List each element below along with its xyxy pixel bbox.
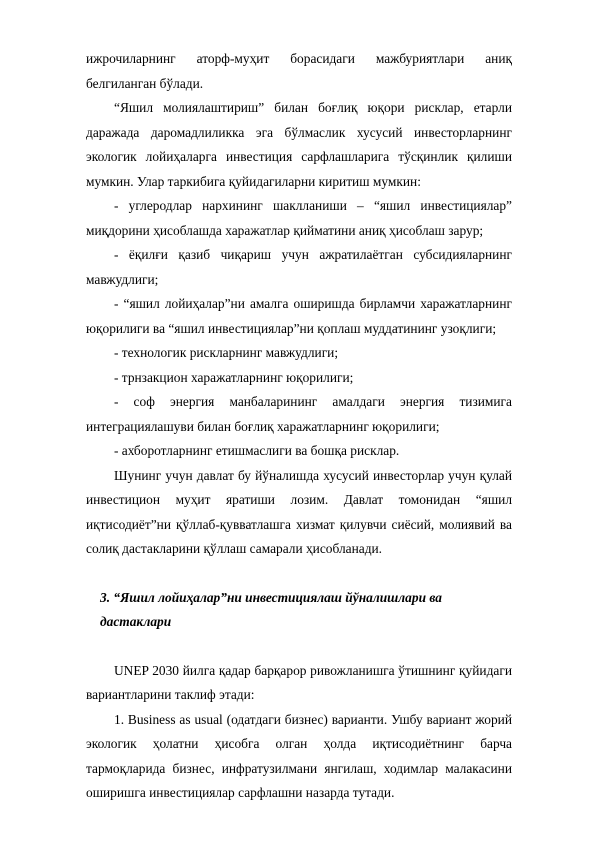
list-item-fuel-subsidies: - ёқилғи қазиб чиқариш учун ажратилаётган субсидияларнинг мавжудлиги; — [86, 247, 512, 287]
paragraph-unep-variants: UNEP 2030 йилга қадар барқарор ривожланишга ўтишнинг қуйидаги вариантларини таклиф этади: — [86, 662, 512, 702]
paragraph-business-as-usual: 1. Business as usual (одатдаги бизнес) варианти. Ушбу вариант жорий экологик ҳолатни ҳисобга олган ҳолда иқтисодиётнинг барча тармоқларида бизнес, инфратузилмани янгилаш, ходимлар малакасини оширишга инвестициялар сарфлашни назарда тутади. — [86, 711, 512, 800]
list-item-initial-costs: - “яшил лойиҳалар”ни амалга оширишда бирламчи харажатларнинг юқорилиги ва “яшил инвестициялар”ни қоплаш муддатининг узоқлиги; — [86, 296, 512, 336]
list-item-technology-risks: - технологик рискларнинг мавжудлиги; — [114, 345, 339, 360]
list-item-carbon-pricing: - углеродлар нархининг шаклланиши – “яшил инвестициялар” миқдорини ҳисоблашда харажатлар қийматини аниқ ҳисоблаш зарур; — [86, 198, 512, 238]
section-heading: 3. “Яшил лойиҳалар”ни инвестициялаш йўналишлари ва дастаклари — [100, 589, 442, 629]
list-item-information-shortage: - ахборотларнинг етишмаслиги ва бошқа рисклар. — [114, 443, 400, 458]
paragraph-continuation: ижрочиларнинг аторф-муҳит борасидаги мажбуриятлари аниқ белгиланган бўлади. — [86, 51, 512, 91]
list-item-transaction-costs: - трнзакцион харажатларнинг юқорилиги; — [114, 369, 354, 385]
list-item-clean-energy-integration: - соф энергия манбаларининг амалдаги энергия тизимига интеграциялашуви билан боғлиқ харажатларнинг юқорилиги; — [86, 394, 512, 434]
paragraph-green-finance-risks: “Яшил молиялаштириш” билан боғлиқ юқори рисклар, етарли даражада даромадлиликка эга бўлмаслик хусусий инвесторларнинг экологик лойиҳаларга инвестиция сарфлашларига тўсқинлик қилиши мумкин. Улар таркибига қуйидагиларни киритиш мумкин: — [86, 100, 512, 189]
document-page — [86, 47, 512, 806]
paragraph-state-role: Шунинг учун давлат бу йўналишда хусусий инвесторлар учун қулай инвестицион муҳит яратиши лозим. Давлат томонидан “яшил иқтисодиёт”ни қўллаб-қувватлашга хизмат қилувчи сиёсий, молиявий ва солиқ дастакларини қўллаш самарали ҳисобланади. — [86, 467, 512, 556]
